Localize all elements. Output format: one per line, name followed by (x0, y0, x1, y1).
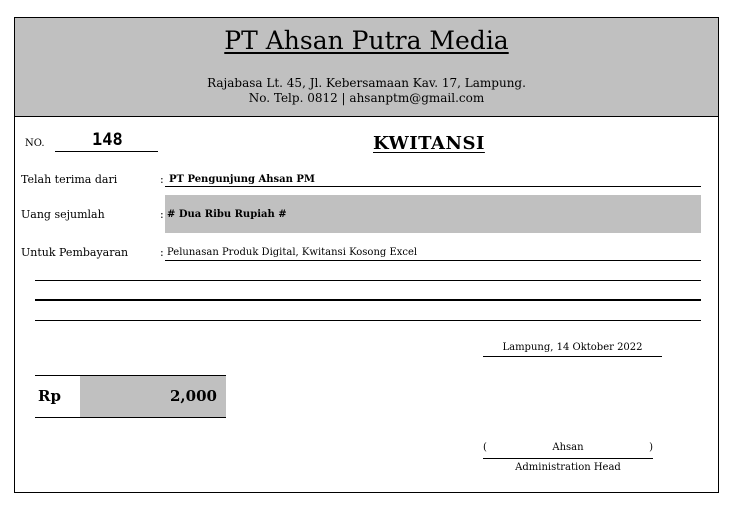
amount-words-field[interactable]: # Dua Ribu Rupiah # (165, 195, 701, 233)
document-title: KWITANSI (373, 133, 485, 154)
received-from-label: Telah terima dari (21, 173, 118, 186)
company-address: Rajabasa Lt. 45, Jl. Kebersamaan Kav. 17, Lampung. (207, 76, 526, 90)
blank-line[interactable] (35, 280, 701, 281)
receipt-form (14, 17, 719, 493)
amount-box (35, 375, 226, 418)
company-contact: No. Telp. 0812 | ahsanptm@gmail.com (248, 91, 485, 105)
signer-title: Administration Head (515, 462, 621, 473)
purpose-field[interactable]: Pelunasan Produk Digital, Kwitansi Kosong Excel (165, 244, 701, 261)
company-name: PT Ahsan Putra Media (224, 26, 509, 55)
receipt-number-label: NO. (25, 138, 45, 149)
purpose-label: Untuk Pembayaran (21, 246, 129, 259)
currency-label: Rp (35, 376, 80, 417)
amount-words-colon: : (160, 208, 164, 221)
amount-value-field[interactable]: 2,000 (80, 376, 226, 417)
blank-line[interactable] (35, 320, 701, 321)
date-place-field[interactable]: Lampung, 14 Oktober 2022 (483, 342, 662, 357)
signature-line[interactable] (483, 442, 653, 459)
blank-line[interactable] (35, 299, 701, 301)
received-from-field[interactable]: PT Pengunjung Ahsan PM (165, 171, 701, 187)
purpose-colon: : (160, 246, 164, 259)
signer-name: Ahsan (552, 442, 584, 453)
amount-words-label: Uang sejumlah (21, 208, 105, 221)
receipt-number-field[interactable]: 148 (55, 130, 158, 152)
signature-open-paren: ( (483, 442, 487, 453)
header-banner (15, 18, 718, 117)
signature-close-paren: ) (649, 442, 653, 453)
received-from-colon: : (160, 173, 164, 186)
